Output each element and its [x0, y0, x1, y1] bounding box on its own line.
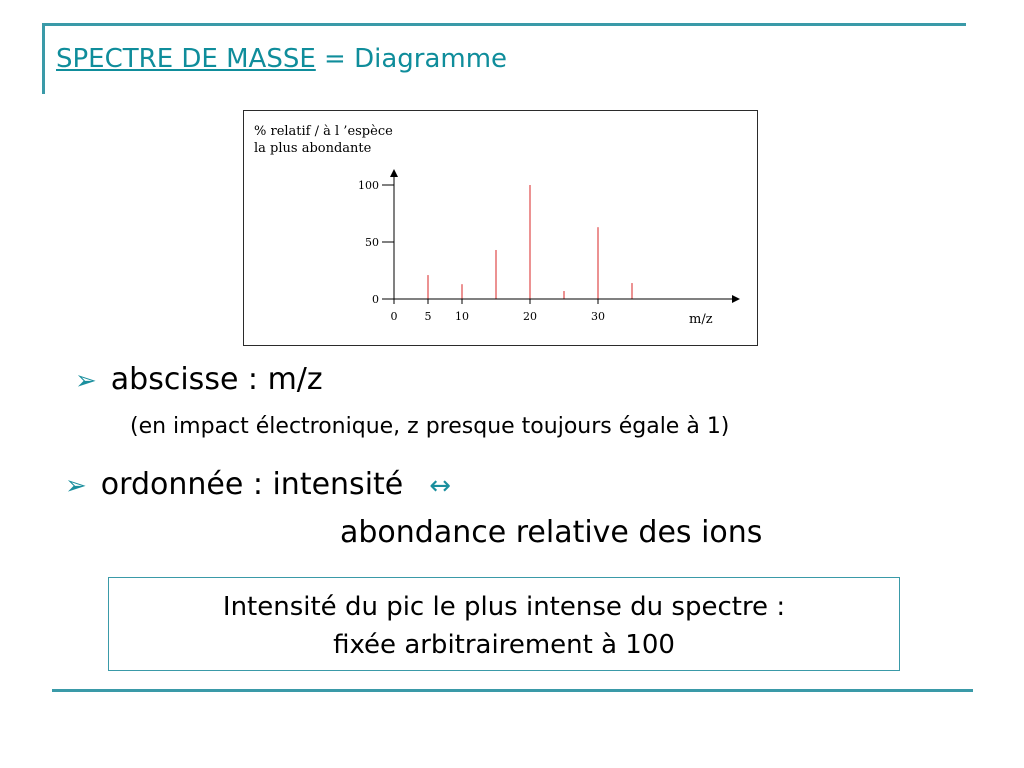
note-line-2: fixée arbitrairement à 100: [333, 630, 675, 660]
x-axis-arrowhead: [732, 295, 740, 303]
bullet-abscisse-text: abscisse : m/z: [110, 362, 323, 397]
y-tick-label-50: 50: [365, 236, 379, 249]
x-tick-label-0: 0: [390, 310, 398, 323]
abscisse-note: (en impact électronique, z presque toujours égale à 1): [130, 414, 730, 439]
mass-spectrum-chart: [243, 110, 758, 346]
title-rest: = Diagramme: [315, 44, 508, 74]
arrow-bullet-icon: ➢: [75, 366, 97, 396]
slide-bottom-rule: [52, 689, 973, 692]
ylabel-line-2: la plus abondante: [254, 141, 372, 156]
slide-left-rule: [42, 23, 45, 94]
slide-title: [56, 44, 507, 74]
x-tick-label-20: 20: [523, 310, 537, 323]
title-underlined: SPECTRE DE MASSE: [56, 44, 316, 74]
y-axis-arrowhead: [390, 169, 398, 177]
y-tick-label-0: 0: [372, 293, 379, 306]
x-tick-label-10: 10: [455, 310, 469, 323]
ordonnee-continuation: abondance relative des ions: [340, 515, 763, 550]
note-line-1: Intensité du pic le plus intense du spectre :: [222, 592, 786, 622]
slide-top-rule: [42, 23, 966, 26]
note-box: [108, 577, 900, 671]
arrow-bullet-icon: ➢: [65, 471, 87, 501]
y-tick-label-100: 100: [358, 179, 379, 192]
left-right-arrow-icon: ↔: [429, 471, 452, 501]
x-axis-label: m/z: [689, 312, 713, 327]
bullet-abscisse: [75, 362, 323, 397]
x-tick-label-30: 30: [591, 310, 605, 323]
ylabel-line-1: % relatif / à l ’espèce: [254, 124, 393, 139]
x-tick-label-5: 5: [424, 310, 432, 323]
bullet-ordonnee: [65, 467, 451, 502]
chart-plot: [244, 111, 757, 345]
bullet-ordonnee-text: ordonnée : intensité: [100, 467, 404, 502]
